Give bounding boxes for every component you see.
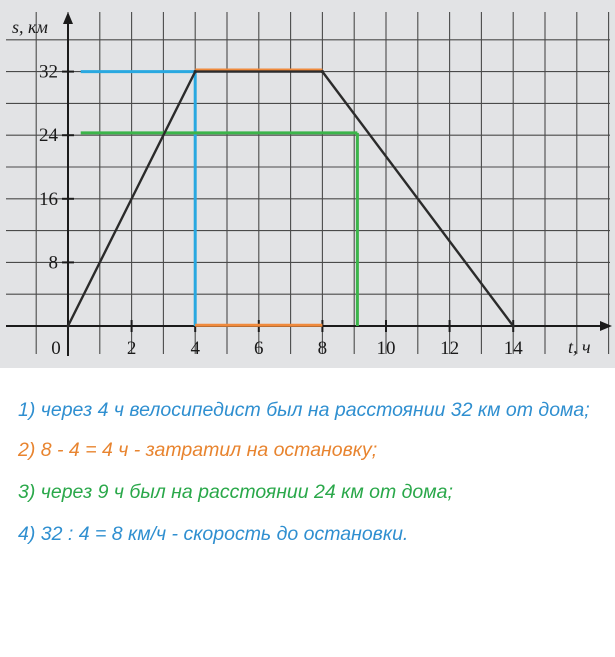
y-tick-label: 24 <box>39 125 58 147</box>
y-tick-label: 32 <box>39 61 58 83</box>
data-point <box>194 70 197 73</box>
y-axis-label: s, км <box>12 17 48 37</box>
y-tick-label: 8 <box>48 252 58 274</box>
y-tick-label: 16 <box>39 188 58 210</box>
x-tick-label: 12 <box>440 338 460 359</box>
x-axis-label: t, ч <box>568 337 591 357</box>
x-tick-label: 6 <box>254 338 264 359</box>
x-tick-label: 4 <box>190 338 200 359</box>
x-tick-label: 10 <box>376 338 396 359</box>
data-point <box>66 324 69 327</box>
data-point <box>512 324 515 327</box>
x-tick-label: 8 <box>317 338 328 359</box>
data-point <box>321 70 324 73</box>
x-tick-label: 2 <box>126 338 137 359</box>
x-tick-label: 14 <box>503 338 523 359</box>
y-axis-arrow-icon <box>63 12 73 24</box>
note-3: 3) через 9 ч был на расстоянии 24 км от дома; <box>18 481 453 503</box>
note-1: 1) через 4 ч велосипедист был на расстоянии 32 км от дома; <box>18 399 590 421</box>
note-4: 4) 32 : 4 = 8 км/ч - скорость до остановки. <box>18 523 409 545</box>
note-2: 2) 8 - 4 = 4 ч - затратил на остановку; <box>18 439 378 461</box>
x-axis-arrow-icon <box>600 321 612 331</box>
x-tick-label: 0 <box>51 338 61 359</box>
notes-list <box>18 396 608 548</box>
